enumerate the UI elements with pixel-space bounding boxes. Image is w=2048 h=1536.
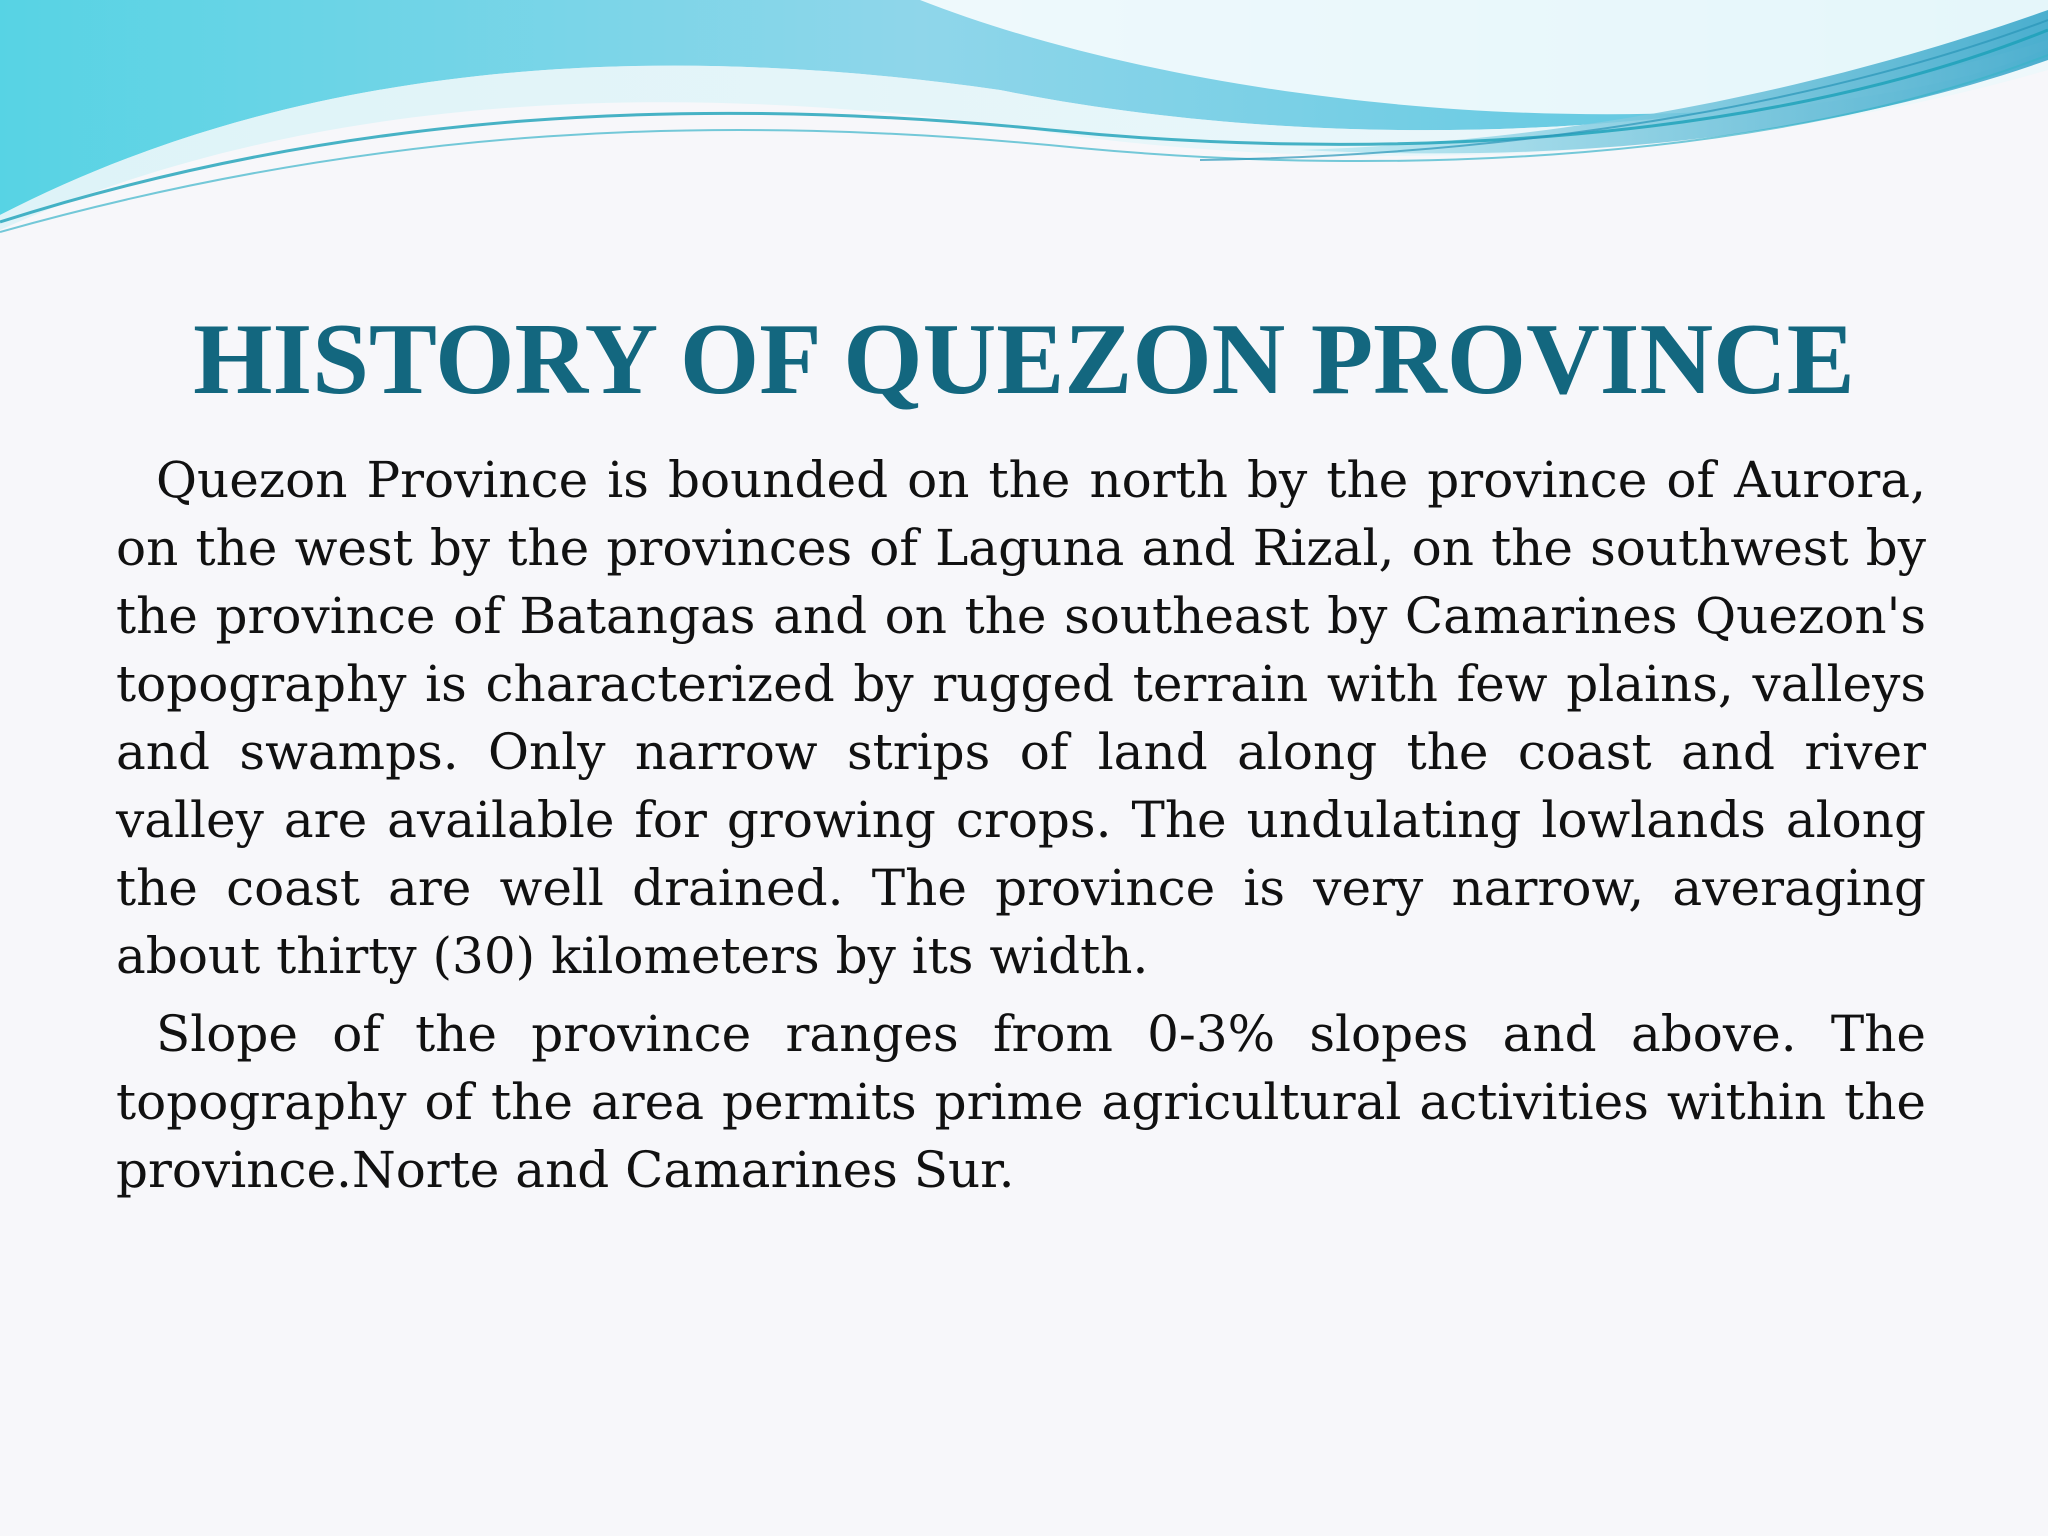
decorative-wave-header: [0, 0, 2048, 260]
slide-title: HISTORY OF QUEZON PROVINCE: [193, 303, 1855, 416]
paragraph-1: Quezon Province is bounded on the north by the province of Aurora, on the west by the provinces of Laguna and Rizal, on the southwest by the province of Batangas and on the southeast by Camarines Quezon's topography is characterized by rugged terrain with few plains, valleys and swamps. Only narrow strips of land along the coast and river valley are available for growing crops. The undulating lowlands along the coast are well drained. The province is very narrow, averaging about thirty (30) kilometers by its width.: [116, 451, 1926, 985]
paragraph-2: Slope of the province ranges from 0-3% slopes and above. The topography of the area permits prime agricultural activities within the province.Norte and Camarines Sur.: [116, 1005, 1926, 1199]
slide-body: [116, 446, 1926, 1204]
